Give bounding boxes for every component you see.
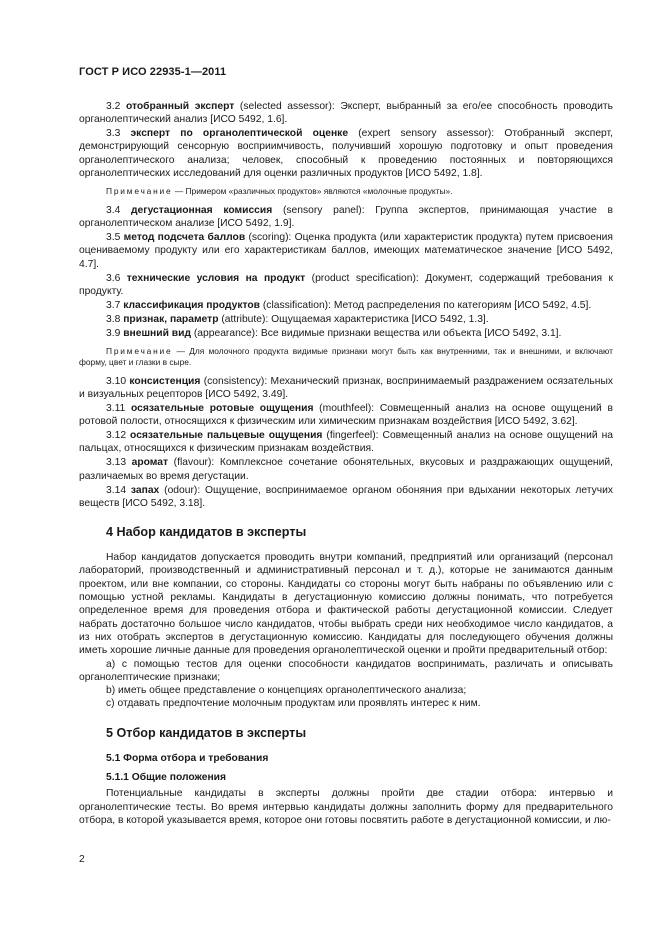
subsection-5-1-1-heading: 5.1.1 Общие положения bbox=[106, 772, 226, 784]
term-definition: 3.6 технические условия на продукт (product specification): Документ, содержащий требования к продукту. bbox=[79, 272, 613, 297]
term-definition: 3.3 эксперт по органолептической оценке (expert sensory assessor): Отобранный эксперт, демонстрирующий сенсорную восприимчивость, получивший хорошую подготовку и опыт проведения органолептического анализа; человек, способный к проведению постоянных и повторяющихся органолептических исследований для оценки различных продуктов [ИСО 5492, 1.8]. bbox=[79, 128, 613, 180]
terms-group-c bbox=[79, 375, 613, 510]
term-definition: 3.4 дегустационная комиссия (sensory panel): Группа экспертов, принимающая участие в органолептическом анализе [ИСО 5492, 1.9]. bbox=[79, 204, 613, 230]
subsection-5-1-heading: 5.1 Форма отбора и требования bbox=[106, 752, 269, 764]
term-definition: 3.11 осязательные ротовые ощущения (mouthfeel): Совмещенный анализ на основе ощущений в ротовой полости, относящихся к физическим или химическим признакам воздействия [ИСО 5492, 3.62]. bbox=[79, 403, 613, 428]
term-definition: 3.13 аромат (flavour): Комплексное сочетание обонятельных, вкусовых и раздражающих ощущений, различаемых во время дегустации. bbox=[79, 457, 613, 482]
page-number: 2 bbox=[79, 854, 85, 865]
term-definition: 3.8 признак, параметр (attribute): Ощущаемая характеристика [ИСО 5492, 1.3]. bbox=[106, 313, 489, 325]
note-1: Примечание — Примером «различных продуктов» являются «молочные продукты». bbox=[106, 186, 453, 197]
term-definition: 3.7 классификация продуктов (classification): Метод распределения по категориям [ИСО 5492, 4.5]. bbox=[106, 299, 592, 311]
term-definition: 3.9 внешний вид (appearance): Все видимые признаки вещества или объекта [ИСО 5492, 3.1]. bbox=[106, 327, 562, 339]
list-item: c) отдавать предпочтение молочным продуктам или проявлять интерес к ним. bbox=[106, 698, 481, 710]
note-2: Примечание — Для молочного продукта видимые признаки могут быть как внутренними, так и внешними, и включают форму, цвет и глазки в сыре. bbox=[79, 345, 613, 368]
section-4-paragraph: Набор кандидатов допускается проводить внутри компаний, предприятий или организаций (персонал лабораторий, производственный и административный персонал и т. д.), которые не занимаются данным проектом, или вне компании, со стороны. Кандидаты со стороны могут быть набраны по объявлению или с помощью устной рекламы. Кандидаты в дегустационную комиссию должны понимать, что потребуется определенное время для проведения отбора и фактической работы дегустационной комиссии. Следует набрать достаточно большое число кандидатов, чтобы выбрать среди них необходимое число кандидатов, а из них отобрать экспертов в дегустационную комиссию. Кандидаты для последующего обучения должны иметь хорошие личные данные для проведения органолептической оценки и пройти предварительный отбор: bbox=[79, 552, 613, 657]
term-definition: 3.12 осязательные пальцевые ощущения (fingerfeel): Совмещенный анализ на основе ощущений на пальцах, относящихся к физическим признакам воздействия. bbox=[79, 430, 613, 455]
section-4-heading: 4 Набор кандидатов в эксперты bbox=[106, 525, 307, 540]
list-item: b) иметь общее представление о концепциях органолептического анализа; bbox=[106, 685, 467, 697]
list-item: a) с помощью тестов для оценки способности кандидатов воспринимать, различать и описывать органолептические признаки; bbox=[79, 658, 613, 683]
page-header: ГОСТ Р ИСО 22935-1—2011 bbox=[79, 66, 227, 78]
section-5-heading: 5 Отбор кандидатов в эксперты bbox=[106, 725, 307, 740]
term-definition: 3.10 консистенция (consistency): Механический признак, воспринимаемый раздражением осязательных и визуальных рецепторов [ИСО 5492, 3.49]. bbox=[79, 375, 613, 401]
term-definition: 3.2 отобранный эксперт (selected assessor): Эксперт, выбранный за его/ее способность проводить органолептический анализ [ИСО 5492, 1.6]. bbox=[79, 101, 613, 126]
terms-group-a bbox=[79, 100, 613, 180]
terms-group-b bbox=[79, 204, 613, 340]
page-content bbox=[79, 100, 613, 827]
section-5-paragraph: Потенциальные кандидаты в эксперты должны пройти две стадии отбора: интервью и органолептические тесты. Во время интервью кандидаты должны заполнить форму для предварительного отбора, в которой указывается время, которое они готовы посвятить работе в дегустационной комиссии, и лю- bbox=[79, 788, 613, 826]
term-definition: 3.14 запах (odour): Ощущение, воспринимаемое органом обоняния при вдыхании некоторых летучих веществ [ИСО 5492, 3.18]. bbox=[79, 484, 613, 509]
term-definition: 3.5 метод подсчета баллов (scoring): Оценка продукта (или характеристик продукта) путем присвоения оцениваемому продукту или его характеристикам баллов, имеющих математическое значение [ИСО 5492, 4.7]. bbox=[79, 232, 613, 270]
